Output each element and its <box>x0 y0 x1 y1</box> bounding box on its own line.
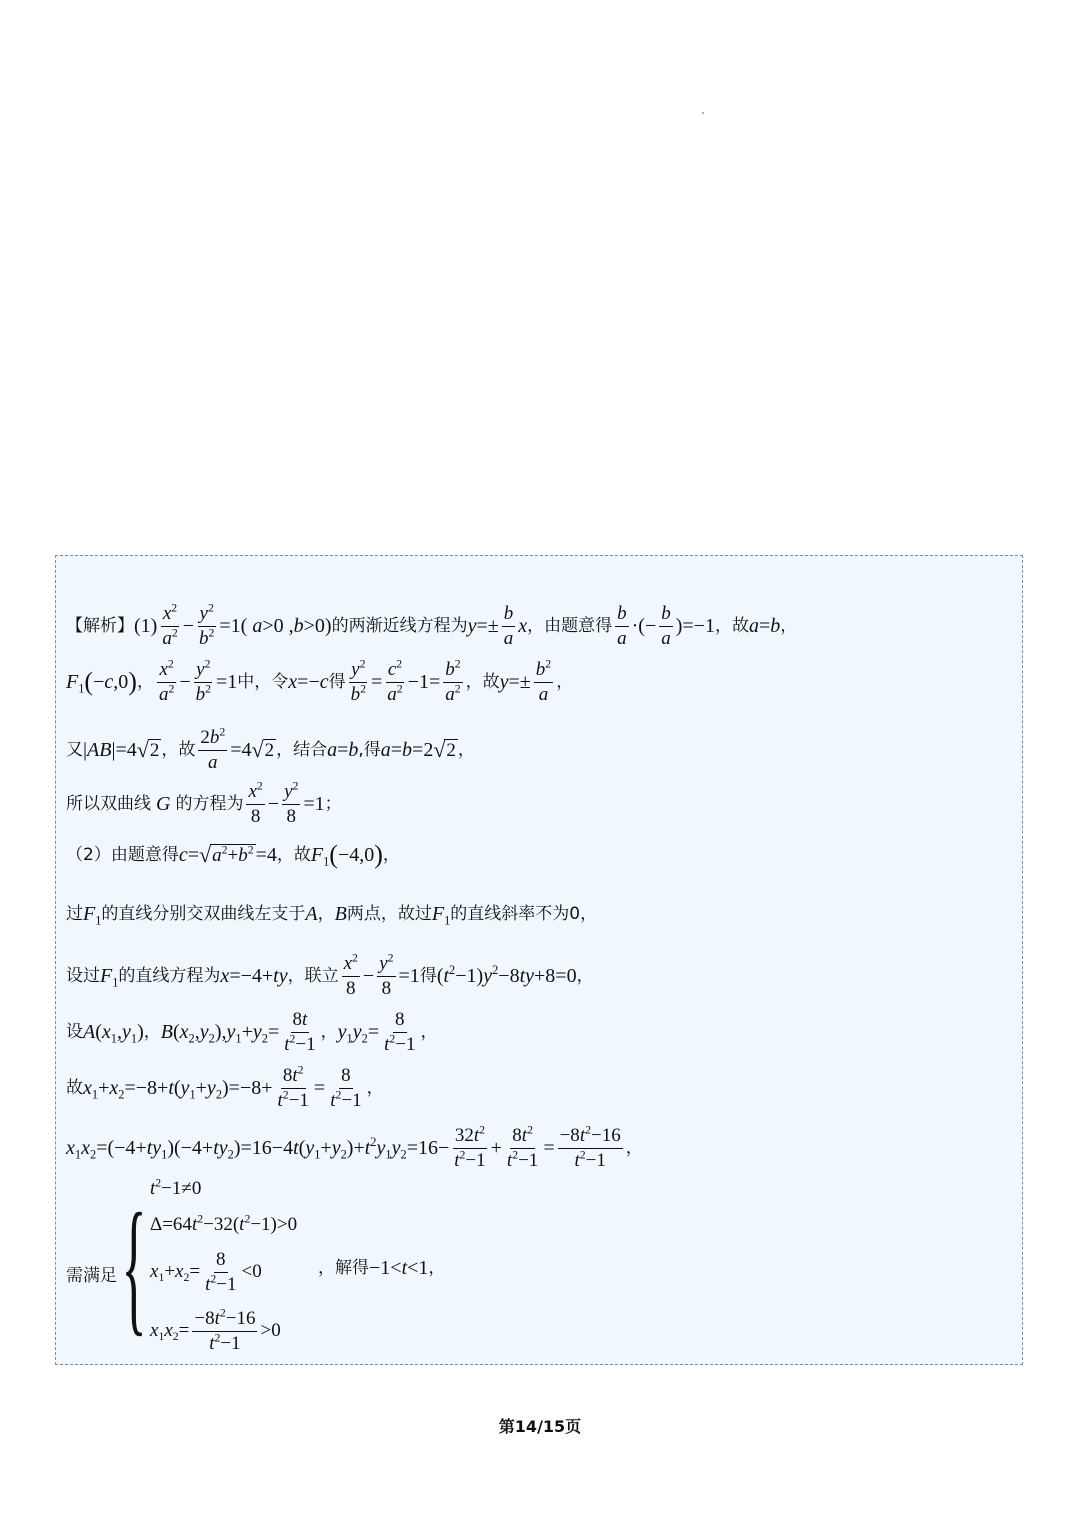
formula: $\frac{c^2}{a^2}$ <box>387 657 403 705</box>
solution-line-3: 又 |AB|=4 √ 2 ，故 $\frac{2b^2}{a}$ =4 √ 2 ，结合 a=b ,得 a=b=2 √ 2 ， <box>66 725 475 773</box>
stray-dot <box>702 112 704 114</box>
formula: $\frac{8}{t^2-1}$ <box>330 1065 362 1111</box>
formula: $\frac{b}{a}$ <box>617 603 627 649</box>
formula: $\frac{b}{a}$ <box>503 603 514 649</box>
text: ，由题意得 <box>527 615 613 636</box>
formula: $\frac{2b^2}{a}$ <box>200 725 226 773</box>
formula: $\frac{y^2}{b^2}$ <box>350 657 367 705</box>
conditions-system <box>116 1178 297 1354</box>
solution-line-4: 所以双曲线 G 的方程为 $\frac{x^2}{8}$ − $\frac{y^2}{8}$ =1 ； <box>66 779 342 827</box>
text: ； <box>324 793 342 814</box>
text: 得 <box>328 671 346 692</box>
formula: $\frac{x^2}{8}$ <box>343 951 358 999</box>
solution-line-10: $x_1x_2=(-4+ty_1)(-4+ty_2)=16-4t(y_1+y_2)+t^2y_1y_2=16-$ $\frac{32t^2}{t^2-1}$ + $\frac{8t^2}{t^2-1}$ = $\frac{-8t^2-16}{t^2-1}$ ， <box>66 1123 643 1171</box>
solution-line-9: 故 $x_1+x_2=-8+t(y_1+y_2)=-8+$ $\frac{8t^2}{t^2-1}$ = $\frac{8}{t^2-1}$ ， <box>66 1063 384 1111</box>
condition-4: $x_1x_2=$ $\frac{-8t^2-16}{t^2-1}$ >0 <box>150 1306 281 1354</box>
solution-line-6: 过 $F_1$ 的直线分别交双曲线左支于 A ， B 两点，故过 $F_1$ 的直线斜率不为0， <box>66 903 598 928</box>
formula: $\frac{x^2}{a^2}$ <box>162 601 178 649</box>
formula: $\frac{x^2}{8}$ <box>248 779 263 827</box>
formula: $\frac{y^2}{b^2}$ <box>195 657 211 705</box>
formula: $\frac{y^2}{8}$ <box>284 779 299 827</box>
text: ，结合 <box>276 739 328 760</box>
text: ，故 <box>465 671 500 692</box>
text: ，故 <box>161 739 196 760</box>
solution-line-1: 【解析】 (1) $\frac{x^2}{a^2}$ − $\frac{y^2}{b^2}$ =1( a>0 ,b>0) 的两渐近线方程为 y=± $\frac{b}{a}$ x ，由题意得 $\frac{b}{a}$ ·(− $\frac{b}{a}$ )=−1 ，故 a=b ， <box>66 601 798 649</box>
text: 又 <box>66 739 83 760</box>
formula: $\frac{y^2}{b^2}$ <box>199 601 215 649</box>
formula: $\frac{b^2}{a}$ <box>535 657 552 705</box>
text: 的两渐近线方程为 <box>331 615 468 636</box>
solution-line-8: 设 $A(x_1,y_1)$ ， $B(x_2,y_2),y_1+y_2=$ $\frac{8t}{t^2-1}$ ， $y_1y_2=$ $\frac{8}{t^2-1}$ ， <box>66 1009 438 1055</box>
need-label: 需满足 <box>66 1266 117 1286</box>
formula: $\frac{8}{t^2-1}$ <box>384 1009 416 1055</box>
text: 的方程为 <box>175 793 244 814</box>
solve-result-line: ，解得 −1<t<1 ， <box>318 1257 446 1279</box>
formula: $\frac{b^2}{a^2}$ <box>445 657 461 705</box>
text: ， <box>136 671 154 692</box>
text: ,得 <box>358 739 381 760</box>
left-brace: { <box>121 1182 147 1349</box>
text: 中，令 <box>237 671 289 692</box>
formula: $\frac{x^2}{a^2}$ <box>158 657 175 705</box>
part-1-label: (1) <box>134 615 158 638</box>
formula: $\frac{8t^2}{t^2-1}$ <box>277 1063 309 1111</box>
solution-label: 【解析】 <box>66 615 134 636</box>
formula: $\frac{8t^2}{t^2-1}$ <box>506 1123 539 1171</box>
solution-line-2: $F_1$ ( −c,0 ) ， $\frac{x^2}{a^2}$ − $\frac{y^2}{b^2}$ =1 中，令 x=−c 得 $\frac{y^2}{b^2}$ = $\frac{c^2}{a^2}$ −1= $\frac{b^2}{a^2}$ ，故 y=± $\frac{b^2}{a}$ ， <box>66 657 574 705</box>
formula: $\frac{b}{a}$ <box>661 603 671 649</box>
condition-1: $t^2-1\ne 0$ <box>150 1176 202 1199</box>
formula: $\frac{-8t^2-16}{t^2-1}$ <box>559 1123 621 1171</box>
need-label-line <box>66 1268 117 1285</box>
text: ，故 <box>714 615 749 636</box>
formula: $\frac{8t}{t^2-1}$ <box>284 1009 316 1055</box>
page-number: 第14/15页 <box>498 1417 582 1436</box>
part-2-label: （2）由题意得 <box>66 844 179 865</box>
solution-line-7: 设过 $F_1$ 的直线方程为 x=−4+ty ，联立 $\frac{x^2}{8}$ − $\frac{y^2}{8}$ =1 得 $(t^2-1)y^2-8ty+8=0$ ， <box>66 951 594 999</box>
solution-line-5: （2）由题意得 c= √ $a^2+b^2$ =4 ，故 $F_1$ ( −4,0 ) ， <box>66 840 400 869</box>
text: ，故 <box>276 844 311 865</box>
condition-3: $x_1+x_2=$ $\frac{8}{t^2-1}$ <0 <box>150 1249 262 1295</box>
formula: $\frac{32t^2}{t^2-1}$ <box>454 1123 486 1171</box>
formula: $\frac{y^2}{8}$ <box>379 951 394 999</box>
text: 所以双曲线 <box>66 793 151 814</box>
solution-box <box>55 555 1023 1365</box>
text: ，解得 <box>318 1257 369 1278</box>
condition-2: $\Delta=64t^2-32(t^2-1)>0$ <box>150 1212 298 1235</box>
